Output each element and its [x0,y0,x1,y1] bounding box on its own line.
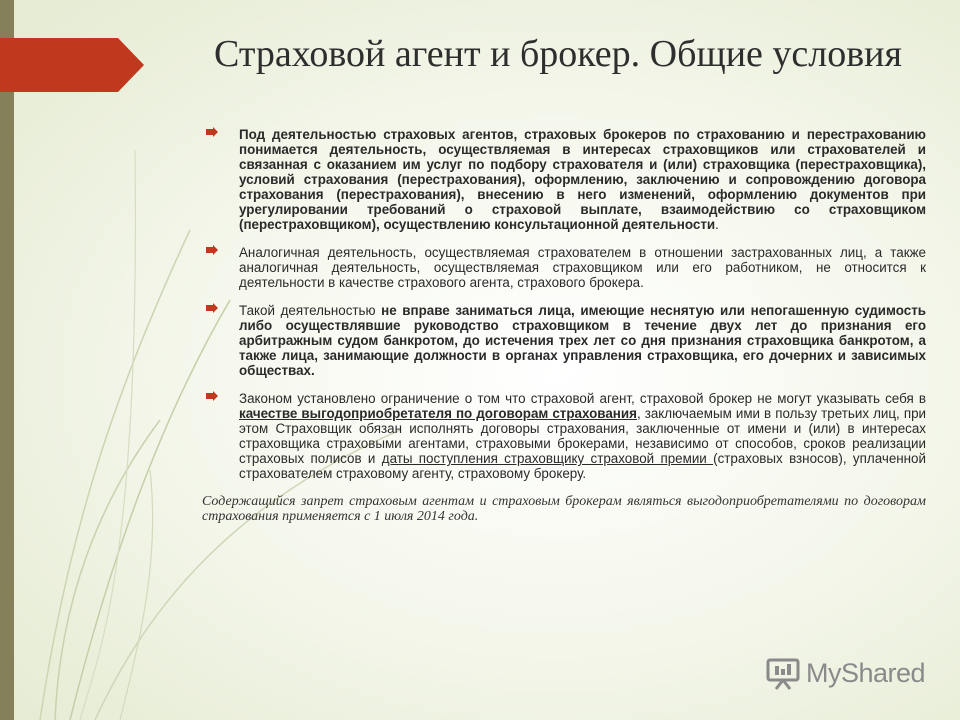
bullet-mid: , заключаемым ими в пользу третьих лиц, при этом Страховщик обязан исполнять договоры страхования, заключенные от имени и (или) в интересах страховщика страховыми агентами, страховыми брокерами, независимо от способов, сроков реализации страховых полисов и [239,406,926,466]
title-arrow-marker [0,38,144,92]
slide-title: Страховой агент и брокер. Общие условия [214,33,902,75]
bullet-bold: не вправе заниматься лица, имеющие неснятую или непогашенную судимость либо осуществлявшие руководство страховщиком в течение двух лет до признания его арбитражным судом банкротом, до истечения трех лет со дня признания страховщика банкротом, а также лица, занимающие должности в органах управления страховщика, его дочерних и зависимых обществах. [239,303,926,378]
bullet-lead: Такой деятельностью [239,303,382,318]
bullet-underlined-bold: качестве выгодоприобретателя по договорам страхования [239,406,637,421]
logo-text: MyShared [806,658,926,688]
bullet-body: понимается деятельность, осуществляемая в интересах страховщиков или страхователей и связанная с оказанием им услуг по подбору страхователя и (или) страховщика (перестраховщика), условий страхования (перестрахования), оформлению, заключению и сопровождению договора страхования (перестрахования), внесению в него изменений, оформлению документов при урегулировании требований о страховой выплате, взаимодействию со страховщиком (перестраховщиком), осуществлению консультационной деятельности [239,142,926,232]
bullet-item [202,127,926,232]
bullet-item [202,391,926,481]
bullet-bold-lead: Под деятельностью страховых агентов, страховых брокеров по страхованию и перестрахованию [239,127,926,142]
bullet-item [202,245,926,290]
presentation-board-icon [766,658,800,690]
bullet-text [239,303,926,378]
bullet-end: (страховых взносов), уплаченной страхователем страховому агенту, страховому брокеру. [239,451,926,481]
slide-note: Содержащийся запрет страховым агентам и страховым брокерам являться выгодоприобретателями по договорам страхования применяется с 1 июля 2014 года. [202,494,926,524]
bullet-end: . [715,217,719,232]
bullet-underlined: даты поступления страховщику страховой премии [381,451,714,466]
arrow-bullet-icon [206,245,218,255]
arrow-bullet-icon [206,391,218,401]
slide-content [202,127,926,524]
bullet-lead: Законом установлено ограничение о том что страховой агент, страховой брокер не могут указывать себя в [239,391,926,406]
arrow-bullet-icon [206,303,218,313]
myshared-logo [766,656,936,696]
bullet-text: Аналогичная деятельность, осуществляемая страхователем в отношении застрахованных лиц, а также аналогичная деятельность, осуществляемая страховщиком или его работником, не относится к деятельности в качестве страхового агента, страхового брокера. [239,245,926,290]
arrow-bullet-icon [206,127,218,137]
bullet-item [202,303,926,378]
bullet-text [239,391,926,481]
bullet-text [239,127,926,232]
